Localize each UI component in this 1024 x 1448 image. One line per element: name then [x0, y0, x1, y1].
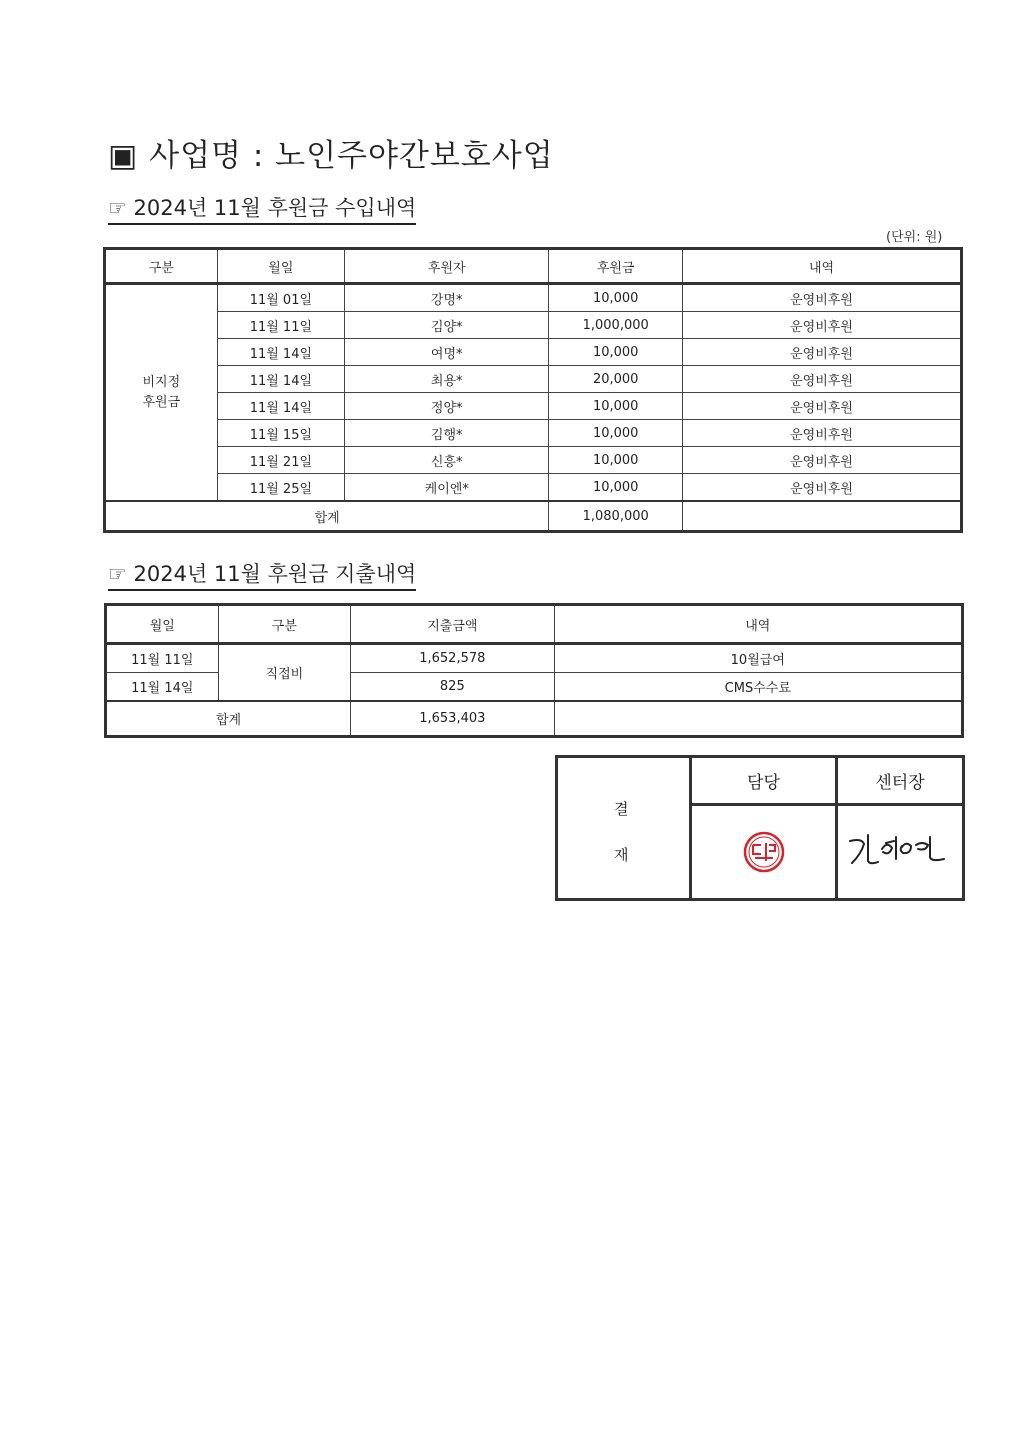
column-header: 월일	[217, 249, 345, 284]
table-row	[105, 447, 962, 474]
unit-note: (단위: 원)	[886, 230, 943, 245]
detail-cell: 운영비후원	[683, 474, 962, 502]
date-cell: 11월 14일	[217, 339, 345, 366]
date-cell: 11월 14일	[217, 366, 345, 393]
detail-cell: 운영비후원	[683, 366, 962, 393]
total-detail	[683, 501, 962, 532]
table-row	[105, 339, 962, 366]
total-row	[106, 701, 963, 737]
date-cell: 11월 14일	[217, 393, 345, 420]
table-row	[105, 420, 962, 447]
detail-cell: CMS수수료	[554, 673, 962, 702]
donor-cell: 정양*	[345, 393, 549, 420]
total-amount: 1,080,000	[549, 501, 683, 532]
category-cell: 비지정 후원금	[105, 284, 218, 502]
donor-cell: 신흥*	[345, 447, 549, 474]
detail-cell: 운영비후원	[683, 284, 962, 312]
page-title: ▣ 사업명 : 노인주야간보호사업	[108, 138, 554, 174]
total-detail	[554, 701, 962, 737]
column-header: 내역	[554, 605, 962, 644]
date-cell: 11월 11일	[106, 644, 219, 673]
detail-cell: 운영비후원	[683, 339, 962, 366]
amount-cell: 10,000	[549, 393, 683, 420]
amount-cell: 20,000	[549, 366, 683, 393]
donor-cell: 김행*	[345, 420, 549, 447]
column-header: 후원자	[345, 249, 549, 284]
income-table	[103, 247, 963, 533]
donor-cell: 김양*	[345, 312, 549, 339]
amount-cell: 1,652,578	[351, 644, 554, 673]
approval-label-bottom: 재	[614, 846, 629, 864]
amount-cell: 10,000	[549, 447, 683, 474]
amount-cell: 10,000	[549, 339, 683, 366]
income-heading: ☞ 2024년 11월 후원금 수입내역	[108, 192, 416, 225]
category-cell: 직접비	[218, 644, 351, 702]
detail-cell: 운영비후원	[683, 393, 962, 420]
donor-cell: 케이엔*	[345, 474, 549, 502]
donor-cell: 여명*	[345, 339, 549, 366]
total-amount: 1,653,403	[351, 701, 554, 737]
detail-cell: 운영비후원	[683, 420, 962, 447]
amount-cell: 10,000	[549, 474, 683, 502]
column-header: 후원금	[549, 249, 683, 284]
approval-header-director: 센터장	[838, 758, 962, 806]
approval-label	[558, 758, 692, 898]
approval-header-manager: 담당	[692, 758, 835, 806]
manager-stamp	[692, 806, 835, 898]
table-row	[105, 284, 962, 312]
approval-box	[555, 755, 965, 901]
column-header: 지출금액	[351, 605, 554, 644]
total-label: 합계	[106, 701, 351, 737]
expense-heading: ☞ 2024년 11월 후원금 지출내역	[108, 558, 416, 591]
table-row	[105, 393, 962, 420]
total-row	[105, 501, 962, 532]
table-row	[106, 644, 963, 673]
detail-cell: 운영비후원	[683, 447, 962, 474]
column-header: 월일	[106, 605, 219, 644]
date-cell: 11월 14일	[106, 673, 219, 702]
detail-cell: 운영비후원	[683, 312, 962, 339]
director-signature	[838, 806, 962, 898]
amount-cell: 10,000	[549, 420, 683, 447]
table-header-row	[106, 605, 963, 644]
column-header: 구분	[218, 605, 351, 644]
handwritten-signature-icon	[844, 827, 956, 877]
table-row	[105, 474, 962, 502]
approval-label-top: 결	[614, 800, 629, 818]
table-row	[105, 312, 962, 339]
amount-cell: 10,000	[549, 284, 683, 312]
date-cell: 11월 21일	[217, 447, 345, 474]
amount-cell: 1,000,000	[549, 312, 683, 339]
seal-stamp-icon	[742, 830, 786, 874]
donor-cell: 최용*	[345, 366, 549, 393]
date-cell: 11월 15일	[217, 420, 345, 447]
table-row	[105, 366, 962, 393]
detail-cell: 10월급여	[554, 644, 962, 673]
total-label: 합계	[105, 501, 549, 532]
amount-cell: 825	[351, 673, 554, 702]
column-header: 구분	[105, 249, 218, 284]
donor-cell: 강명*	[345, 284, 549, 312]
table-header-row	[105, 249, 962, 284]
date-cell: 11월 11일	[217, 312, 345, 339]
date-cell: 11월 25일	[217, 474, 345, 502]
expense-table	[104, 603, 964, 738]
column-header: 내역	[683, 249, 962, 284]
date-cell: 11월 01일	[217, 284, 345, 312]
